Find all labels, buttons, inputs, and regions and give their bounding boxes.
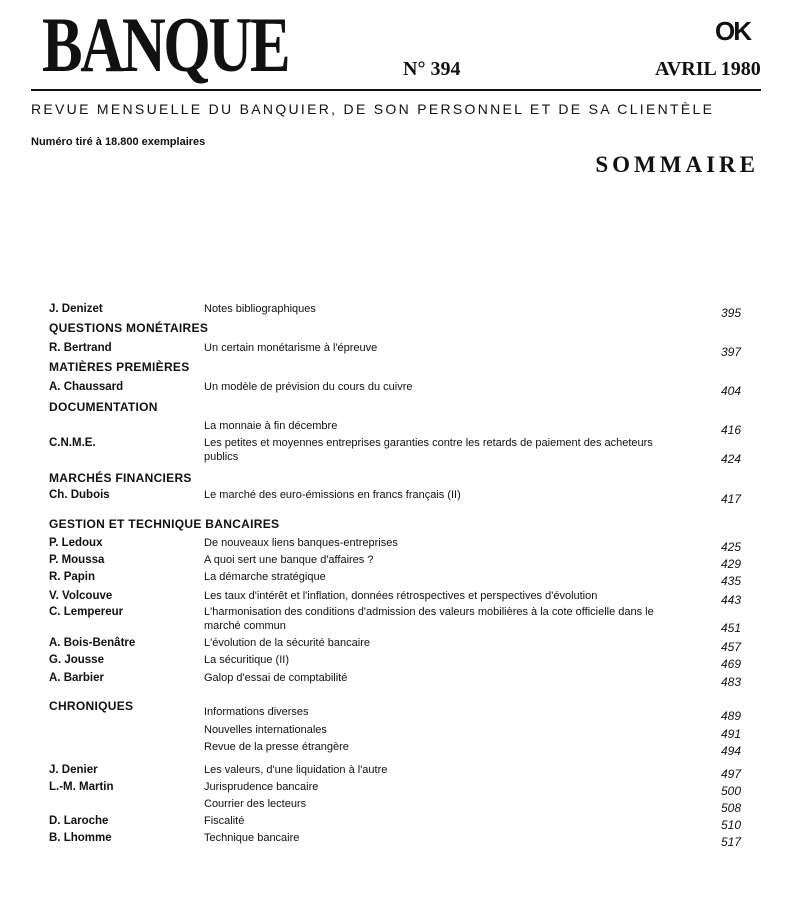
- entry-title: Notes bibliographiques: [204, 303, 316, 315]
- section-heading: CHRONIQUES: [49, 699, 134, 713]
- entry-page: 443: [720, 593, 741, 607]
- entry-page: 451: [720, 621, 741, 635]
- entry-page: 429: [720, 557, 741, 571]
- entry-title: L'harmonisation des conditions d'admission des valeurs mobilières à la cote officielle dans le marché commun: [204, 606, 654, 632]
- entry-title: Les valeurs, d'une liquidation à l'autre: [204, 764, 388, 776]
- section-heading: MARCHÉS FINANCIERS: [49, 471, 192, 485]
- entry-title: Les petites et moyennes entreprises garanties contre les retards de paiement des acheteurs publics: [204, 437, 653, 463]
- entry-title: Le marché des euro-émissions en francs français (II): [204, 489, 461, 501]
- issue-date: AVRIL 1980: [655, 58, 761, 80]
- entry-title: La démarche stratégique: [204, 571, 326, 583]
- entry-title: Fiscalité: [204, 815, 245, 827]
- subtitle: REVUE MENSUELLE DU BANQUIER, DE SON PERSONNEL ET DE SA CLIENTÈLE: [31, 101, 715, 117]
- entry-page: 489: [720, 709, 741, 723]
- entry-title: Nouvelles internationales: [204, 724, 327, 736]
- entry-author: B. Lhomme: [49, 832, 112, 844]
- entry-page: 491: [720, 727, 741, 741]
- page-title: SOMMAIRE: [595, 152, 759, 177]
- entry-author: D. Laroche: [49, 815, 109, 827]
- entry-title: Technique bancaire: [204, 832, 300, 844]
- entry-page: 424: [720, 452, 741, 466]
- entry-title: Courrier des lecteurs: [204, 798, 307, 810]
- entry-title: Les taux d'intérêt et l'inflation, données rétrospectives et perspectives d'évolution: [204, 590, 598, 602]
- entry-page: 404: [720, 384, 741, 398]
- entry-page: 500: [720, 784, 741, 798]
- section-heading: GESTION ET TECHNIQUE BANCAIRES: [49, 517, 280, 531]
- entry-title: La monnaie à fin décembre: [204, 420, 338, 432]
- entry-title: Un modèle de prévision du cours du cuivre: [204, 381, 413, 393]
- entry-title: L'évolution de la sécurité bancaire: [204, 637, 370, 649]
- section-heading: DOCUMENTATION: [49, 400, 158, 414]
- entry-author: C.N.M.E.: [49, 437, 96, 449]
- entry-author: A. Barbier: [49, 672, 104, 684]
- entry-page: 517: [720, 835, 741, 849]
- section-heading: MATIÈRES PREMIÈRES: [49, 360, 190, 374]
- entry-title: Revue de la presse étrangère: [204, 741, 349, 753]
- entry-author: Ch. Dubois: [49, 489, 110, 501]
- entry-page: 494: [720, 744, 741, 758]
- entry-author: J. Denizet: [49, 303, 103, 315]
- entry-title: Galop d'essai de comptabilité: [204, 672, 348, 684]
- entry-page: 510: [720, 818, 741, 832]
- entry-author: J. Denier: [49, 764, 98, 776]
- entry-author: P. Moussa: [49, 554, 105, 566]
- entry-page: 497: [720, 767, 741, 781]
- entry-author: A. Bois-Benâtre: [49, 637, 136, 649]
- section-heading: QUESTIONS MONÉTAIRES: [49, 321, 209, 335]
- entry-page: 469: [720, 657, 741, 671]
- entry-author: V. Volcouve: [49, 590, 113, 602]
- entry-page: 425: [720, 540, 741, 554]
- entry-title: La sécuritique (II): [204, 654, 289, 666]
- print-run: Numéro tiré à 18.800 exemplaires: [31, 136, 206, 148]
- masthead: BANQUE: [42, 1, 289, 88]
- entry-page: 435: [720, 574, 741, 588]
- entry-title: A quoi sert une banque d'affaires ?: [204, 554, 374, 566]
- handwritten-stamp: OK: [715, 16, 750, 46]
- issue-number: N° 394: [403, 58, 461, 80]
- entry-author: L.-M. Martin: [49, 781, 114, 793]
- entry-author: R. Papin: [49, 571, 96, 583]
- entry-page: 417: [720, 492, 741, 506]
- entry-title: De nouveaux liens banques-entreprises: [204, 537, 398, 549]
- entry-page: 483: [720, 675, 741, 689]
- entry-title: Informations diverses: [204, 706, 309, 718]
- entry-page: 395: [720, 306, 741, 320]
- entry-author: C. Lempereur: [49, 606, 124, 618]
- entry-title: Un certain monétarisme à l'épreuve: [204, 342, 378, 354]
- entry-page: 457: [720, 640, 741, 654]
- entry-author: G. Jousse: [49, 654, 104, 666]
- entry-author: A. Chaussard: [49, 381, 124, 393]
- entry-author: R. Bertrand: [49, 342, 112, 354]
- entry-title: Jurisprudence bancaire: [204, 781, 319, 793]
- entry-page: 397: [720, 345, 741, 359]
- entry-page: 416: [720, 423, 741, 437]
- entry-author: P. Ledoux: [49, 537, 103, 549]
- entry-page: 508: [720, 801, 741, 815]
